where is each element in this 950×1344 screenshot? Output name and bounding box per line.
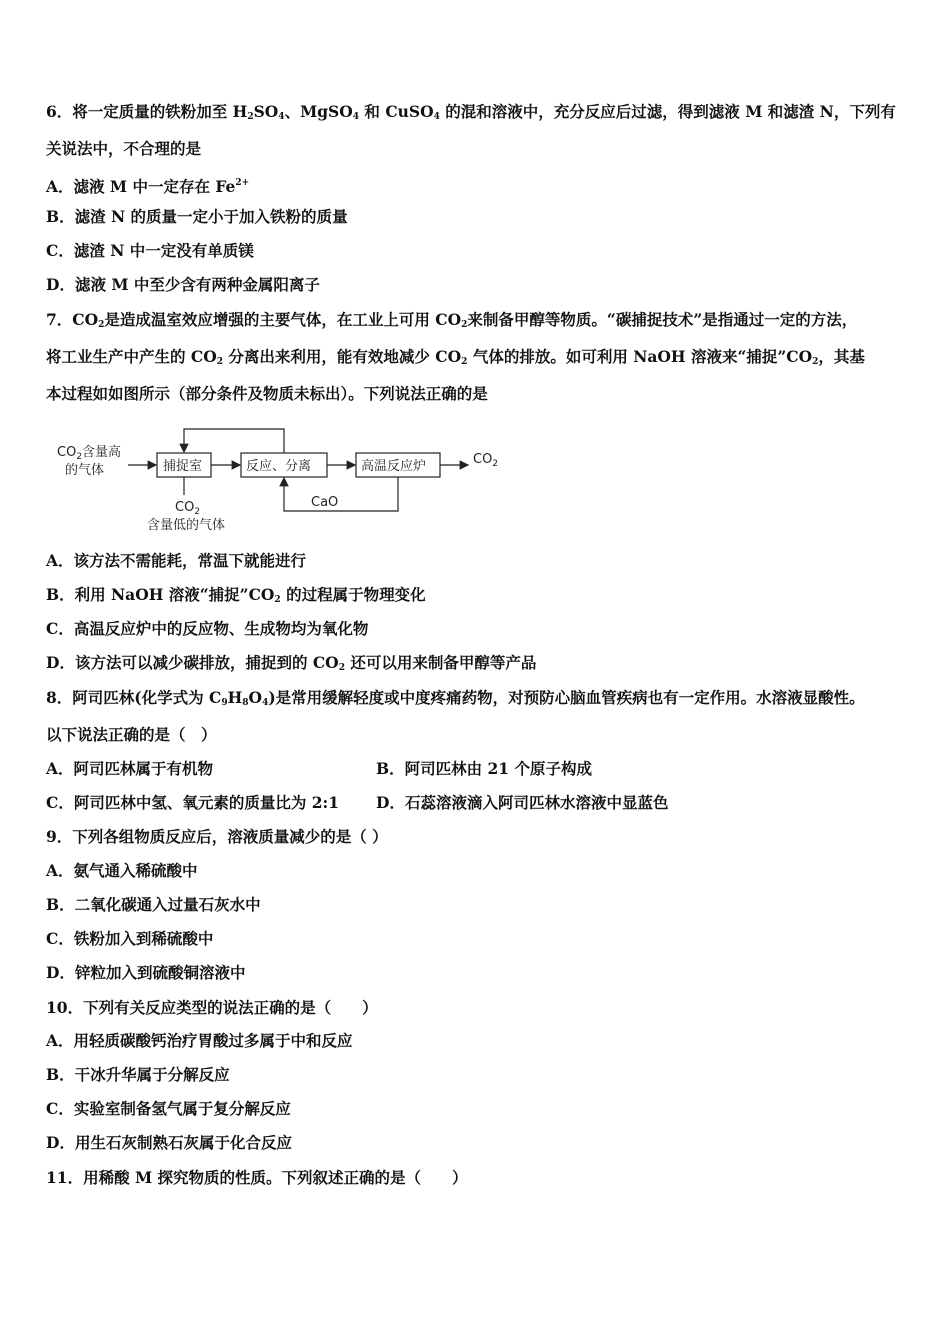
cao-recycle-arrow: [284, 477, 398, 511]
q11-stem: 11．用稀酸 M 探究物质的性质。下列叙述正确的是（ ）: [46, 1168, 468, 1187]
q9-option-b: B．二氧化碳通入过量石灰水中: [46, 895, 261, 914]
q7-option-b: B．利用 NaOH 溶液“捕捉$”CO_2$ 的过程属于物理变化: [46, 585, 426, 605]
q8-option-c: C．阿司匹林中氢、氧元素的质量比为 2:1: [46, 793, 340, 812]
input-gas-label: $CO_2$含量高: [57, 445, 122, 462]
q8-stem-line1: 8．阿司匹林(化学式为 $C_9H_8O_4$)是常用缓解轻度或中度疼痛药物，对预防心脑血管疾病也有一定作用。水溶液显酸性。: [46, 688, 865, 708]
q6-stem-line2: 关说法中，不合理的是: [46, 139, 202, 158]
high-temp-furnace-label: 高温反应炉: [361, 459, 427, 474]
q8-option-a: A．阿司匹林属于有机物: [46, 759, 214, 778]
q9-stem: 9．下列各组物质反应后，溶液质量减少的是（ ）: [46, 827, 388, 846]
q8-option-d: D．石蕊溶液滴入阿司匹林水溶液中显蓝色: [376, 793, 669, 812]
q6-stem-line1: 6．将一定质量的铁粉加至 $H_2SO_4$、MgSO$_4$ 和 CuSO$_4$ 的混和溶液中，充分反应后过滤，得到滤液 M 和滤渣 N，下列有: [46, 102, 896, 122]
q9-option-d: D．锌粒加入到硫酸铜溶液中: [46, 963, 246, 982]
q10-option-a: A．用轻质碳酸钙治疗胃酸过多属于中和反应: [46, 1031, 353, 1050]
low-co2-label: $CO_2$: [175, 500, 201, 517]
q8-option-b: B．阿司匹林由 21 个原子构成: [376, 759, 592, 778]
q7-option-c: C．高温反应炉中的反应物、生成物均为氧化物: [46, 619, 369, 638]
low-co2-label-2: 含量低的气体: [147, 518, 226, 533]
q10-option-d: D．用生石灰制熟石灰属于化合反应: [46, 1133, 292, 1152]
q9-option-a: A．氨气通入稀硫酸中: [46, 861, 198, 880]
reaction-separation-label: 反应、分离: [246, 459, 312, 474]
q6-option-a: A．滤液 M 中一定存在 $Fe^{2+}$: [46, 177, 250, 196]
q7-stem-line1: 7．$CO_2$是造成温室效应增强的主要气体，在工业上可用 $CO_2$来制备甲醇等物质。“碳捕捉技术”是指通过一定的方法，: [46, 310, 858, 330]
q6-option-d: D．滤液 M 中至少含有两种金属阳离子: [46, 275, 320, 294]
q6-option-b: B．滤渣 N 的质量一定小于加入铁粉的质量: [46, 207, 348, 226]
q10-stem: 10．下列有关反应类型的说法正确的是（ ）: [46, 998, 378, 1017]
q6-option-c: C．滤渣 N 中一定没有单质镁: [46, 241, 254, 260]
q9-option-c: C．铁粉加入到稀硫酸中: [46, 929, 214, 948]
q10-option-b: B．干冰升华属于分解反应: [46, 1065, 230, 1084]
capture-room-label: 捕捉室: [163, 459, 203, 474]
q7-stem-line2: 将工业生产中产生的 $CO_2$ 分离出来利用，能有效地减少 $CO_2$ 气体的排放。如可利用 NaOH 溶液来“捕捉$”CO_2$，其基: [46, 347, 865, 367]
cao-label: CaO: [311, 495, 339, 510]
q8-stem-line2: 以下说法正确的是（ ）: [46, 725, 217, 744]
q7-option-a: A．该方法不需能耗，常温下就能进行: [46, 551, 307, 570]
q7-stem-line3: 本过程如如图所示（部分条件及物质未标出）。下列说法正确的是: [46, 384, 488, 403]
q7-option-d: D．该方法可以减少碳排放，捕捉到的 $CO_2$ 还可以用来制备甲醇等产品: [46, 653, 537, 673]
q10-option-c: C．实验室制备氢气属于复分解反应: [46, 1099, 291, 1118]
input-gas-label-2: 的气体: [65, 463, 105, 478]
recycle-arrow-top: [184, 429, 284, 453]
co2-capture-flow-diagram: [55, 425, 515, 540]
co2-output-label: $CO_2$: [473, 452, 499, 469]
